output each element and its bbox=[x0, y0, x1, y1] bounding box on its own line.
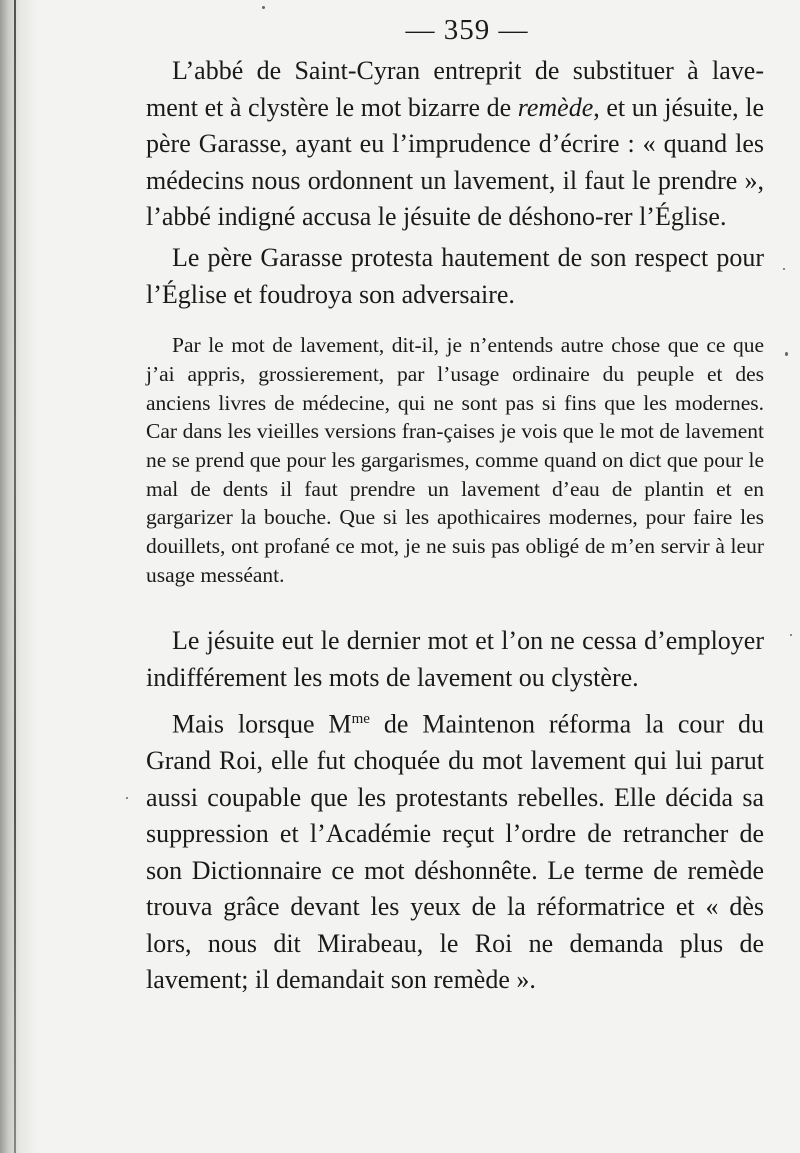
page-binding-shadow bbox=[0, 0, 38, 1153]
superscript-me: me bbox=[351, 710, 370, 727]
paper-speck bbox=[126, 797, 128, 799]
block-quote-garasse: Par le mot de lavement, dit-il, je n’entends autre chose que ce que j’ai appris, grossierement, par l’usage ordinaire du peuple et des anciens livres de médecine, qui ne sont pas si fins que les modernes. Car dans les vieilles versions fran-çaises je vois que le mot de lavement ne se prend que pour les gargarismes, comme quand on dict que pour le mal de dents il faut prendre un lavement d’eau de plantin et en gargarizer la bouche. Que si les apothicaires modernes, pour faire les douillets, ont profané ce mot, je ne suis pas obligé de m’en servir à leur usage messéant. bbox=[146, 333, 764, 587]
paper-speck bbox=[783, 268, 785, 270]
paragraph-garasse: Le père Garasse protesta hautement de son respect pour l’Église et foudroya son adversaire. bbox=[146, 242, 764, 309]
paragraph-text: Mais lorsque M bbox=[172, 709, 352, 739]
paper-speck bbox=[262, 6, 265, 9]
page-number: — 359 — bbox=[405, 14, 529, 46]
paper-speck bbox=[785, 352, 788, 356]
paragraph-saint-cyran bbox=[146, 53, 764, 236]
paragraph-maintenon bbox=[146, 701, 764, 999]
paragraph-jesuite: Le jésuite eut le dernier mot et l’on ne cessa d’employer indifférement les mots de lavement ou clystère. bbox=[146, 626, 764, 693]
paragraph-text: , et un jésuite, le père Garasse, ayant eu l’imprudence d’écrire : « quand les médecins nous ordonnent un lavement, il faut le prendre », l’abbé indigné accusa le jésuite de déshono-rer l’Église. bbox=[146, 92, 764, 232]
paragraph-text: de Maintenon réforma la cour du Grand Roi, elle fut choquée du mot lavement qui lui parut aussi coupable que les protestants rebelles. Elle décida sa suppression et l’Académie reçut l’ordre de retrancher de son Dictionnaire ce mot déshonnête. Le terme de remède trouva grâce devant les yeux de la réformatrice et « dès lors, nous dit Mirabeau, le Roi ne demanda plus de lavement; il demandait son remède ». bbox=[146, 709, 764, 995]
paragraph-text: L’abbé de Saint-Cyran entreprit de substituer à lave-ment et à clystère le mot bizarre de bbox=[146, 56, 764, 122]
emphasis-remede: remède bbox=[517, 92, 594, 122]
page-binding-edge bbox=[14, 0, 16, 1153]
paper-speck bbox=[790, 634, 792, 636]
book-page bbox=[146, 14, 764, 999]
